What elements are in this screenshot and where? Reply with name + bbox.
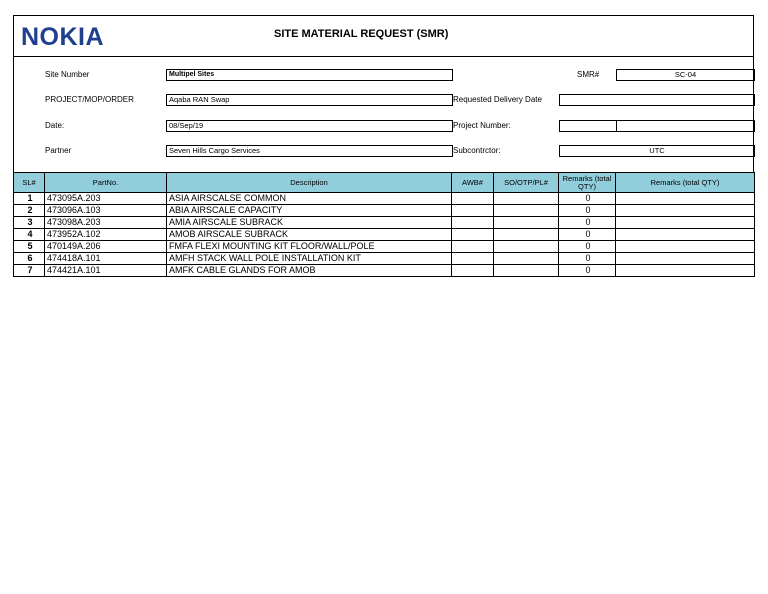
partner-field[interactable]: Seven Hills Cargo Services: [166, 145, 453, 157]
so-cell[interactable]: [494, 265, 559, 277]
subcontractor-label: Subcontrctor:: [453, 146, 501, 155]
material-table: [13, 172, 755, 277]
partno-cell[interactable]: 470149A.206: [45, 241, 167, 253]
table-row: [14, 217, 755, 229]
table-header-row: [14, 173, 755, 193]
table-row: [14, 229, 755, 241]
so-cell[interactable]: [494, 205, 559, 217]
description-cell[interactable]: ASIA AIRSCALSE COMMON: [167, 193, 452, 205]
awb-cell[interactable]: [452, 229, 494, 241]
remarks-cell[interactable]: [616, 217, 755, 229]
description-cell[interactable]: AMOB AIRSCALE SUBRACK: [167, 229, 452, 241]
sl-cell: 5: [14, 241, 45, 253]
table-row: [14, 205, 755, 217]
awb-cell[interactable]: [452, 241, 494, 253]
site-number-label: Site Number: [45, 70, 90, 79]
description-cell[interactable]: AMFK CABLE GLANDS FOR AMOB: [167, 265, 452, 277]
sl-cell: 1: [14, 193, 45, 205]
awb-cell[interactable]: [452, 265, 494, 277]
subcontractor-field[interactable]: UTC: [559, 145, 755, 157]
table-row: [14, 265, 755, 277]
partno-cell[interactable]: 473095A.203: [45, 193, 167, 205]
description-cell[interactable]: ABIA AIRSCALE CAPACITY: [167, 205, 452, 217]
qty-cell[interactable]: 0: [559, 241, 616, 253]
smr-field[interactable]: SC-04: [616, 69, 755, 81]
so-cell[interactable]: [494, 241, 559, 253]
date-label: Date:: [45, 121, 65, 130]
smr-label: SMR#: [577, 70, 600, 79]
delivery-date-field[interactable]: [559, 94, 755, 106]
col-description: Description: [167, 173, 452, 193]
remarks-cell[interactable]: [616, 193, 755, 205]
site-number-field[interactable]: Multipel Sites: [166, 69, 453, 81]
remarks-cell[interactable]: [616, 265, 755, 277]
sl-cell: 4: [14, 229, 45, 241]
description-cell[interactable]: FMFA FLEXI MOUNTING KIT FLOOR/WALL/POLE: [167, 241, 452, 253]
qty-cell[interactable]: 0: [559, 217, 616, 229]
table-row: [14, 193, 755, 205]
col-sl: SL#: [14, 173, 45, 193]
partno-cell[interactable]: 473096A.103: [45, 205, 167, 217]
date-field[interactable]: 08/Sep/19: [166, 120, 453, 132]
nokia-logo: NOKIA: [21, 23, 105, 51]
project-label: PROJECT/MOP/ORDER: [45, 95, 134, 104]
qty-cell[interactable]: 0: [559, 253, 616, 265]
col-awb: AWB#: [452, 173, 494, 193]
so-cell[interactable]: [494, 253, 559, 265]
remarks-cell[interactable]: [616, 241, 755, 253]
document-title: SITE MATERIAL REQUEST (SMR): [274, 28, 449, 40]
qty-cell[interactable]: 0: [559, 265, 616, 277]
table-row: [14, 253, 755, 265]
awb-cell[interactable]: [452, 193, 494, 205]
col-remarks: Remarks (total QTY): [616, 173, 755, 193]
project-number-field[interactable]: [559, 120, 617, 132]
qty-cell[interactable]: 0: [559, 229, 616, 241]
sl-cell: 3: [14, 217, 45, 229]
sl-cell: 7: [14, 265, 45, 277]
so-cell[interactable]: [494, 229, 559, 241]
request-info-section: [13, 57, 754, 185]
partno-cell[interactable]: 473952A.102: [45, 229, 167, 241]
remarks-cell[interactable]: [616, 205, 755, 217]
awb-cell[interactable]: [452, 253, 494, 265]
description-cell[interactable]: AMIA AIRSCALE SUBRACK: [167, 217, 452, 229]
project-field[interactable]: Aqaba RAN Swap: [166, 94, 453, 106]
awb-cell[interactable]: [452, 205, 494, 217]
partno-cell[interactable]: 473098A.203: [45, 217, 167, 229]
so-cell[interactable]: [494, 193, 559, 205]
qty-cell[interactable]: 0: [559, 205, 616, 217]
so-cell[interactable]: [494, 217, 559, 229]
qty-cell[interactable]: 0: [559, 193, 616, 205]
document-header: [13, 15, 754, 57]
project-number-label: Project Number:: [453, 121, 511, 130]
partno-cell[interactable]: 474421A.101: [45, 265, 167, 277]
delivery-date-label: Requested Delivery Date: [453, 95, 542, 104]
partner-label: Partner: [45, 146, 72, 155]
sl-cell: 6: [14, 253, 45, 265]
col-so-otp-pl: SO/OTP/PL#: [494, 173, 559, 193]
table-row: [14, 241, 755, 253]
sl-cell: 2: [14, 205, 45, 217]
col-remarks-qty: Remarks (total QTY): [559, 173, 616, 193]
col-partno: PartNo.: [45, 173, 167, 193]
partno-cell[interactable]: 474418A.101: [45, 253, 167, 265]
awb-cell[interactable]: [452, 217, 494, 229]
description-cell[interactable]: AMFH STACK WALL POLE INSTALLATION KIT: [167, 253, 452, 265]
remarks-cell[interactable]: [616, 229, 755, 241]
project-number-extra-field[interactable]: [616, 120, 755, 132]
remarks-cell[interactable]: [616, 253, 755, 265]
smr-sheet: [13, 15, 754, 278]
